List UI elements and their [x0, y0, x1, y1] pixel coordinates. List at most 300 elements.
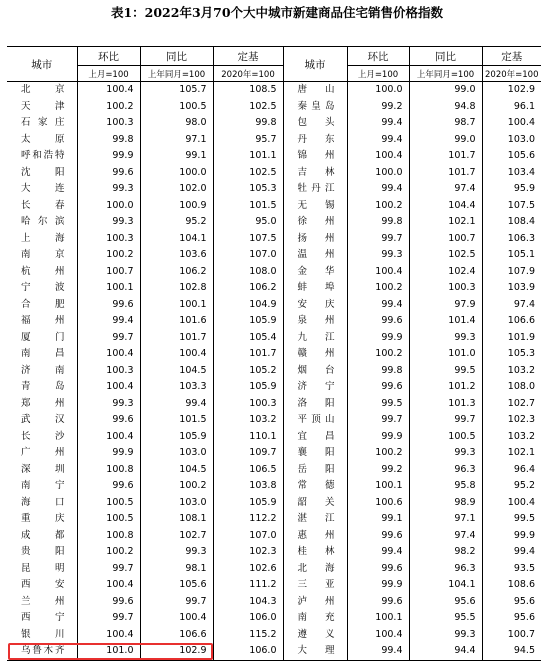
fixed-cell: 102.7: [482, 396, 541, 413]
table-row: [7, 247, 541, 264]
city-cell: 洛阳: [297, 397, 335, 409]
yoy-cell: 101.6: [140, 313, 213, 330]
table-row: [7, 313, 541, 330]
city-cell: 秦皇岛: [297, 100, 335, 112]
mom-cell: 100.4: [77, 627, 140, 644]
fixed-cell: 95.6: [482, 610, 541, 627]
city-cell: 韶关: [297, 496, 335, 508]
yoy-cell: 100.3: [409, 280, 482, 297]
table-row: [7, 82, 541, 99]
mom-cell: 99.6: [77, 165, 140, 182]
fixed-cell: 101.9: [482, 330, 541, 347]
city-cell: 常德: [297, 480, 335, 491]
city-cell: 无锡: [297, 199, 335, 211]
fixed-cell: 102.5: [213, 99, 283, 116]
fixed-cell: 108.5: [213, 82, 283, 99]
yoy-cell: 104.4: [409, 198, 482, 215]
mom-cell: 100.2: [347, 346, 409, 363]
yoy-cell: 101.7: [409, 165, 482, 182]
fixed-cell: 105.9: [213, 313, 283, 330]
mom-cell: 100.4: [347, 627, 409, 644]
fixed-cell: 104.9: [213, 297, 283, 314]
yoy-cell: 104.1: [140, 231, 213, 248]
city-cell: 北海: [297, 562, 335, 574]
mom-cell: 99.8: [347, 363, 409, 380]
fixed-cell: 101.1: [213, 148, 283, 165]
fixed-cell: 106.2: [213, 280, 283, 297]
table-row: [7, 363, 541, 380]
yoy-cell: 96.3: [409, 561, 482, 578]
mom-cell: 100.2: [77, 247, 140, 264]
mom-cell: 100.1: [347, 478, 409, 495]
yoy-cell: 104.5: [140, 363, 213, 380]
fixed-cell: 101.5: [213, 198, 283, 215]
yoy-cell: 99.3: [409, 445, 482, 462]
yoy-cell: 103.3: [140, 379, 213, 396]
fixed-cell: 99.4: [482, 544, 541, 561]
mom-header: 环比: [77, 47, 140, 66]
fixed-cell: 108.0: [213, 264, 283, 281]
city-cell: 南宁: [21, 480, 65, 491]
mom-cell: 100.6: [347, 495, 409, 512]
table-row: [7, 594, 541, 611]
mom-cell: 100.2: [347, 280, 409, 297]
city-cell: 杭州: [21, 265, 65, 277]
city-cell: 海口: [21, 496, 65, 508]
mom-cell: 100.8: [77, 528, 140, 545]
mom-cell: 100.1: [77, 280, 140, 297]
yoy-cell: 102.1: [409, 214, 482, 231]
fixed-header-right: 定基: [482, 47, 541, 66]
table-row: [7, 445, 541, 462]
city-cell: 岳阳: [297, 463, 335, 475]
city-cell: 重庆: [21, 513, 65, 524]
mom-cell: 100.5: [77, 495, 140, 512]
city-cell: 青岛: [21, 381, 65, 392]
city-cell: 泸州: [297, 595, 335, 607]
fixed-cell: 108.4: [482, 214, 541, 231]
fixed-cell: 95.6: [482, 594, 541, 611]
table-row: [7, 478, 541, 495]
yoy-cell: 103.6: [140, 247, 213, 264]
fixed-cell: 102.6: [213, 561, 283, 578]
fixed-cell: 105.3: [482, 346, 541, 363]
fixed-cell: 102.5: [213, 165, 283, 182]
yoy-cell: 100.0: [140, 165, 213, 182]
fixed-cell: 96.1: [482, 99, 541, 116]
mom-cell: 99.4: [347, 115, 409, 132]
mom-cell: 100.0: [347, 82, 409, 99]
mom-cell: 100.0: [77, 198, 140, 215]
fixed-cell: 106.6: [482, 313, 541, 330]
city-cell: 长沙: [21, 430, 65, 442]
fixed-cell: 106.3: [482, 231, 541, 248]
city-cell: 吉林: [297, 166, 335, 178]
table-row: [7, 627, 541, 644]
yoy-cell: 98.1: [140, 561, 213, 578]
fixed-cell: 105.2: [213, 363, 283, 380]
mom-cell: 101.0: [77, 643, 140, 660]
table-row: [7, 396, 541, 413]
fixed-cell: 111.2: [213, 577, 283, 594]
table-title: 表1：2022年3月70个大中城市新建商品住宅销售价格指数: [110, 5, 444, 20]
city-cell: 北京: [21, 84, 65, 95]
yoy-header: 同比: [140, 47, 213, 66]
city-cell: 南昌: [21, 348, 65, 359]
city-cell: 牡丹江: [297, 183, 335, 194]
yoy-cell: 95.8: [409, 478, 482, 495]
city-cell: 平顶山: [297, 414, 335, 425]
city-cell: 宜昌: [297, 430, 335, 442]
yoy-subheader-right: 上年同月=100: [409, 66, 482, 82]
city-cell: 南充: [297, 612, 335, 623]
yoy-cell: 101.7: [409, 148, 482, 165]
mom-cell: 99.4: [347, 132, 409, 149]
city-cell: 乌鲁木齐: [7, 643, 77, 660]
yoy-cell: 99.7: [409, 412, 482, 429]
city-cell: 哈尔滨: [21, 216, 65, 227]
yoy-cell: 100.9: [140, 198, 213, 215]
fixed-cell: 100.3: [213, 396, 283, 413]
fixed-cell: 103.9: [482, 280, 541, 297]
yoy-cell: 99.4: [140, 396, 213, 413]
mom-cell: 99.8: [347, 214, 409, 231]
yoy-header-right: 同比: [409, 47, 482, 66]
fixed-cell: 99.8: [213, 115, 283, 132]
mom-cell: 100.3: [77, 231, 140, 248]
mom-cell: 99.4: [347, 297, 409, 314]
mom-cell: 99.6: [77, 297, 140, 314]
city-cell: 赣州: [297, 348, 335, 359]
table-row: [7, 462, 541, 479]
city-cell: 遵义: [297, 628, 335, 640]
yoy-cell: 99.5: [409, 363, 482, 380]
table-row: [7, 165, 541, 182]
yoy-cell: 102.8: [140, 280, 213, 297]
city-cell: 温州: [297, 249, 335, 260]
yoy-cell: 95.6: [409, 594, 482, 611]
city-header-right: 城市: [283, 47, 347, 82]
city-cell: 合肥: [21, 298, 65, 310]
city-cell: 湛江: [297, 513, 335, 524]
yoy-cell: 102.4: [409, 264, 482, 281]
yoy-cell: 101.7: [140, 330, 213, 347]
mom-cell: 99.7: [77, 561, 140, 578]
fixed-cell: 108.6: [482, 577, 541, 594]
mom-cell: 99.4: [347, 544, 409, 561]
mom-cell: 100.4: [77, 379, 140, 396]
mom-cell: 100.4: [347, 264, 409, 281]
yoy-cell: 99.0: [409, 132, 482, 149]
table-row: [7, 643, 541, 660]
fixed-cell: 100.4: [482, 495, 541, 512]
mom-cell: 99.6: [347, 379, 409, 396]
mom-cell: 99.9: [347, 429, 409, 446]
table-row: [7, 561, 541, 578]
mom-cell: 99.7: [347, 231, 409, 248]
fixed-cell: 107.0: [213, 247, 283, 264]
city-cell: 桂林: [297, 546, 335, 557]
yoy-cell: 98.0: [140, 115, 213, 132]
yoy-cell: 103.0: [140, 445, 213, 462]
city-cell: 九江: [297, 331, 335, 343]
fixed-cell: 108.0: [482, 379, 541, 396]
fixed-cell: 104.3: [213, 594, 283, 611]
yoy-cell: 100.5: [409, 429, 482, 446]
fixed-cell: 97.4: [482, 297, 541, 314]
fixed-cell: 105.6: [482, 148, 541, 165]
mom-cell: 99.2: [347, 99, 409, 116]
mom-cell: 100.4: [347, 148, 409, 165]
mom-cell: 99.8: [77, 132, 140, 149]
mom-cell: 99.6: [77, 594, 140, 611]
mom-cell: 99.7: [77, 610, 140, 627]
yoy-cell: 101.5: [140, 412, 213, 429]
mom-cell: 99.3: [77, 181, 140, 198]
city-cell: 大理: [283, 643, 347, 660]
table-row: [7, 429, 541, 446]
yoy-cell: 106.6: [140, 627, 213, 644]
city-cell: 唐山: [297, 84, 335, 95]
table-row: [7, 577, 541, 594]
city-cell: 锦州: [297, 150, 335, 161]
city-cell: 福州: [21, 315, 65, 326]
city-cell: 厦门: [21, 331, 65, 343]
mom-cell: 99.7: [347, 412, 409, 429]
city-cell: 扬州: [297, 232, 335, 244]
fixed-cell: 112.2: [213, 511, 283, 528]
mom-cell: 99.3: [77, 396, 140, 413]
table-row: [7, 132, 541, 149]
table-row: [7, 99, 541, 116]
city-cell: 郑州: [21, 397, 65, 409]
fixed-cell: 100.7: [482, 627, 541, 644]
mom-cell: 99.6: [77, 478, 140, 495]
yoy-cell: 97.1: [140, 132, 213, 149]
mom-cell: 100.4: [77, 577, 140, 594]
table-row: [7, 148, 541, 165]
fixed-cell: 95.0: [213, 214, 283, 231]
mom-cell: 99.2: [347, 462, 409, 479]
fixed-cell: 96.4: [482, 462, 541, 479]
yoy-cell: 105.7: [140, 82, 213, 99]
yoy-cell: 99.3: [140, 544, 213, 561]
fixed-cell: 106.0: [213, 610, 283, 627]
mom-cell: 99.6: [347, 528, 409, 545]
fixed-cell: 95.2: [482, 478, 541, 495]
yoy-subheader: 上年同月=100: [140, 66, 213, 82]
fixed-cell: 107.9: [482, 264, 541, 281]
yoy-cell: 102.5: [409, 247, 482, 264]
table-row: [7, 412, 541, 429]
yoy-cell: 97.1: [409, 511, 482, 528]
fixed-cell: 94.5: [482, 643, 541, 660]
fixed-cell: 110.1: [213, 429, 283, 446]
table-row: [7, 280, 541, 297]
mom-cell: 100.4: [77, 429, 140, 446]
yoy-cell: 98.7: [409, 115, 482, 132]
table-row: [7, 214, 541, 231]
city-cell: 南京: [21, 249, 65, 260]
mom-cell: 99.1: [347, 511, 409, 528]
mom-cell: 100.7: [77, 264, 140, 281]
yoy-cell: 101.4: [409, 313, 482, 330]
mom-cell: 99.6: [77, 412, 140, 429]
mom-cell: 100.5: [77, 511, 140, 528]
city-cell: 济南: [21, 364, 65, 376]
city-cell: 泉州: [297, 315, 335, 326]
yoy-cell: 95.2: [140, 214, 213, 231]
fixed-subheader: 2020年=100: [213, 66, 283, 82]
mom-cell: 100.2: [77, 544, 140, 561]
mom-cell: 100.3: [77, 115, 140, 132]
fixed-header: 定基: [213, 47, 283, 66]
city-cell: 烟台: [297, 364, 335, 376]
fixed-cell: 99.9: [482, 528, 541, 545]
yoy-cell: 108.1: [140, 511, 213, 528]
table-row: [7, 115, 541, 132]
mom-cell: 100.1: [347, 610, 409, 627]
table-row: [7, 297, 541, 314]
mom-cell: 99.6: [347, 313, 409, 330]
fixed-cell: 107.5: [482, 198, 541, 215]
yoy-cell: 98.9: [409, 495, 482, 512]
yoy-cell: 99.0: [409, 82, 482, 99]
city-cell: 武汉: [21, 414, 65, 425]
yoy-cell: 96.3: [409, 462, 482, 479]
city-cell: 广州: [21, 447, 65, 458]
yoy-cell: 94.4: [409, 643, 482, 660]
fixed-cell: 103.8: [213, 478, 283, 495]
yoy-cell: 99.7: [140, 594, 213, 611]
yoy-cell: 100.5: [140, 99, 213, 116]
mom-cell: 99.6: [347, 561, 409, 578]
yoy-cell: 106.2: [140, 264, 213, 281]
yoy-cell: 105.9: [140, 429, 213, 446]
fixed-cell: 93.5: [482, 561, 541, 578]
fixed-cell: 105.9: [213, 495, 283, 512]
table-row: [7, 528, 541, 545]
city-cell: 大连: [21, 183, 65, 194]
table-row: [7, 346, 541, 363]
fixed-cell: 103.2: [482, 363, 541, 380]
yoy-cell: 101.0: [409, 346, 482, 363]
price-index-table: [7, 46, 541, 661]
fixed-cell: 100.4: [482, 115, 541, 132]
fixed-cell: 103.2: [213, 412, 283, 429]
fixed-cell: 109.7: [213, 445, 283, 462]
city-cell: 丹东: [297, 133, 335, 145]
mom-cell: 100.3: [77, 363, 140, 380]
city-cell: 徐州: [297, 216, 335, 227]
city-cell: 深圳: [21, 463, 65, 475]
fixed-cell: 102.3: [482, 412, 541, 429]
mom-cell: 99.9: [77, 445, 140, 462]
table-row: [7, 264, 541, 281]
table-row: [7, 379, 541, 396]
fixed-cell: 103.0: [482, 132, 541, 149]
fixed-cell: 107.0: [213, 528, 283, 545]
yoy-cell: 99.3: [409, 330, 482, 347]
yoy-cell: 104.1: [409, 577, 482, 594]
yoy-cell: 100.1: [140, 297, 213, 314]
mom-cell: 100.0: [347, 165, 409, 182]
yoy-cell: 97.4: [409, 528, 482, 545]
mom-cell: 99.9: [347, 330, 409, 347]
table-row: [7, 181, 541, 198]
mom-cell: 100.2: [347, 198, 409, 215]
fixed-cell: 107.5: [213, 231, 283, 248]
fixed-cell: 105.9: [213, 379, 283, 396]
mom-cell: 100.2: [77, 99, 140, 116]
yoy-cell: 103.0: [140, 495, 213, 512]
fixed-cell: 101.7: [213, 346, 283, 363]
fixed-cell: 103.4: [482, 165, 541, 182]
mom-cell: 100.8: [77, 462, 140, 479]
city-cell: 西安: [21, 579, 65, 590]
yoy-cell: 99.1: [140, 148, 213, 165]
city-cell: 呼和浩特: [21, 150, 65, 161]
city-cell: 惠州: [297, 529, 335, 541]
yoy-cell: 99.3: [409, 627, 482, 644]
fixed-subheader-right: 2020年=100: [482, 66, 541, 82]
mom-cell: 100.4: [77, 82, 140, 99]
yoy-cell: 98.2: [409, 544, 482, 561]
fixed-cell: 95.7: [213, 132, 283, 149]
yoy-cell: 100.2: [140, 478, 213, 495]
city-cell: 西宁: [21, 612, 65, 623]
city-cell: 贵阳: [21, 546, 65, 557]
city-cell: 昆明: [21, 562, 65, 574]
city-cell: 沈阳: [21, 166, 65, 178]
yoy-cell: 102.0: [140, 181, 213, 198]
yoy-cell: 101.2: [409, 379, 482, 396]
yoy-cell: 102.9: [140, 643, 213, 660]
mom-cell: 100.4: [77, 346, 140, 363]
table-row: [7, 231, 541, 248]
table-row: [7, 511, 541, 528]
city-cell: 石家庄: [21, 117, 65, 128]
city-cell: 三亚: [297, 579, 335, 590]
yoy-cell: 100.7: [409, 231, 482, 248]
mom-cell: 99.9: [77, 148, 140, 165]
yoy-cell: 101.3: [409, 396, 482, 413]
city-cell: 太原: [21, 133, 65, 145]
city-cell: 成都: [21, 529, 65, 541]
city-cell: 兰州: [21, 595, 65, 607]
city-cell: 银川: [21, 628, 65, 640]
table-row: [7, 330, 541, 347]
yoy-cell: 100.4: [140, 346, 213, 363]
yoy-cell: 105.6: [140, 577, 213, 594]
mom-cell: 99.4: [347, 181, 409, 198]
fixed-cell: 102.3: [213, 544, 283, 561]
city-header: 城市: [7, 47, 77, 82]
fixed-cell: 102.1: [482, 445, 541, 462]
fixed-cell: 105.4: [213, 330, 283, 347]
fixed-cell: 105.3: [213, 181, 283, 198]
mom-cell: 99.6: [347, 594, 409, 611]
mom-cell: 100.2: [347, 445, 409, 462]
fixed-cell: 115.2: [213, 627, 283, 644]
mom-cell: 99.3: [77, 214, 140, 231]
city-cell: 天津: [21, 100, 65, 112]
yoy-cell: 100.4: [140, 610, 213, 627]
yoy-cell: 104.5: [140, 462, 213, 479]
fixed-cell: 102.9: [482, 82, 541, 99]
yoy-cell: 97.4: [409, 181, 482, 198]
city-cell: 宁波: [21, 282, 65, 293]
